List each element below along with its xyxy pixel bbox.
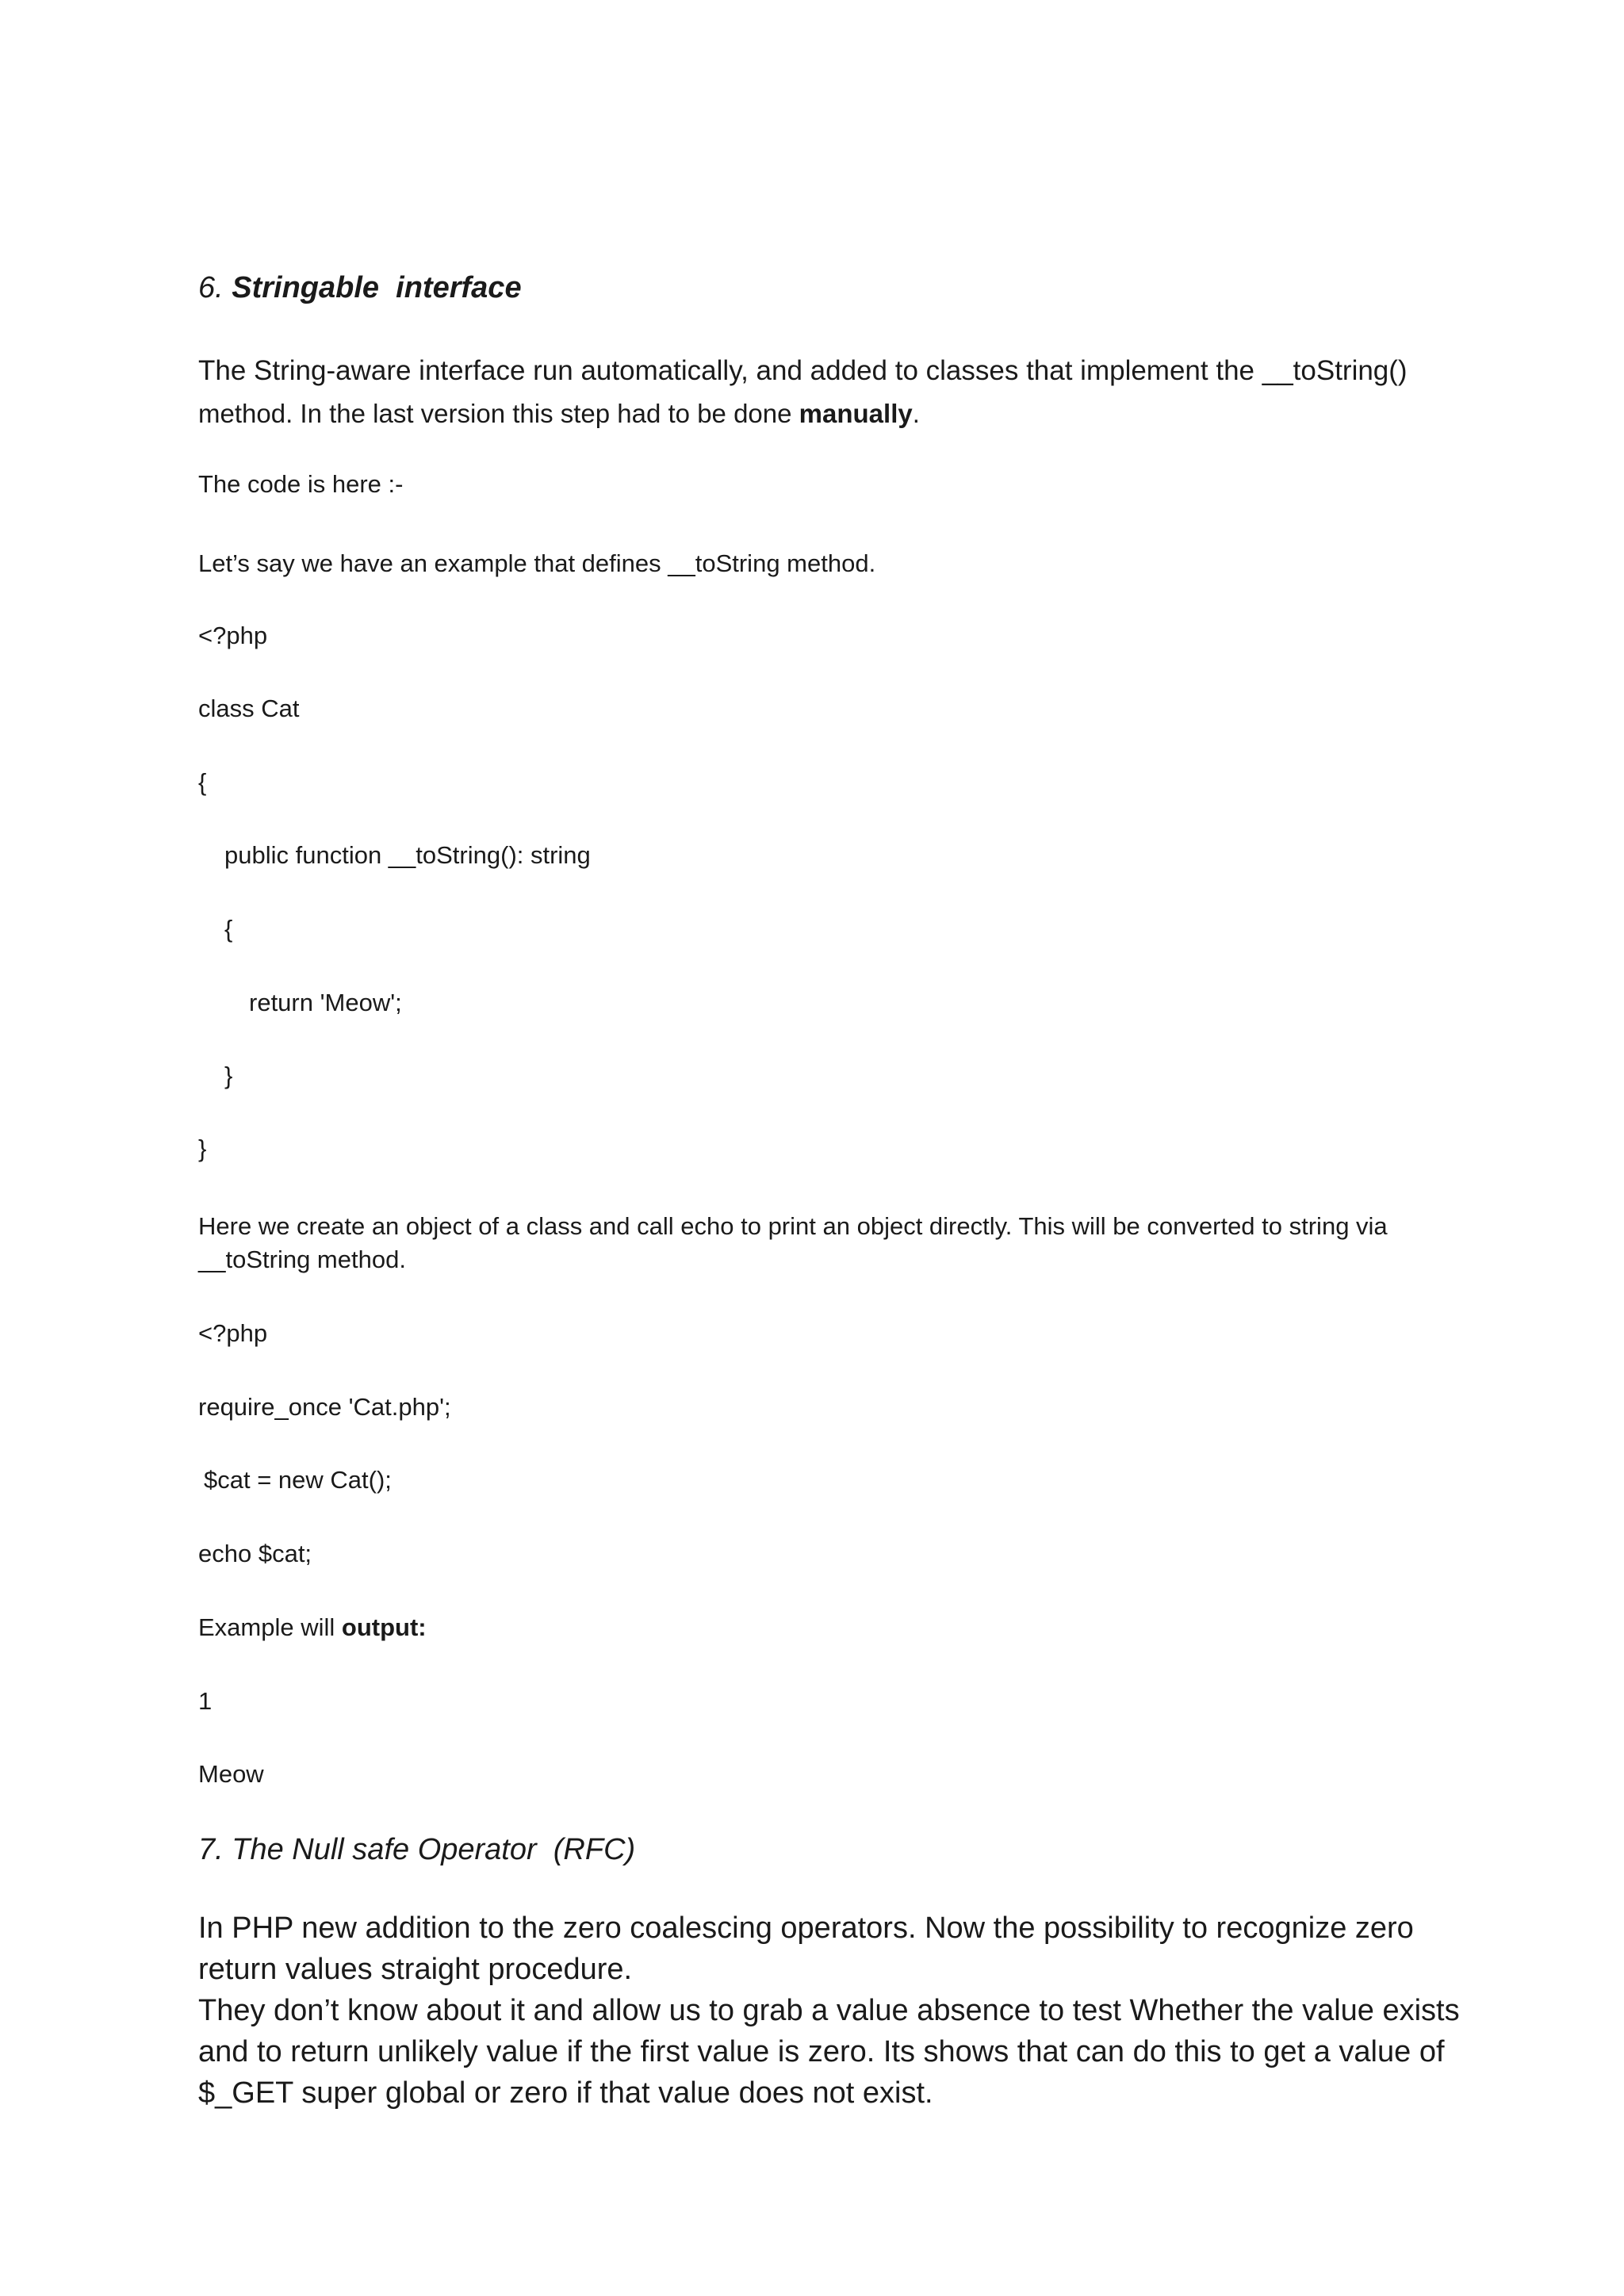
code1-line: public function __toString(): string <box>224 841 591 869</box>
manually-emphasis: manually <box>799 399 913 428</box>
code1-line: return 'Meow'; <box>249 989 402 1016</box>
section-7-heading: 7. The Null safe Operator (RFC) <box>198 1833 636 1866</box>
output-line: 1 <box>198 1687 213 1715</box>
code2-line: $cat = new Cat(); <box>204 1466 392 1494</box>
intro-line-2: method. In the last version this step had to be done manually. <box>198 399 920 428</box>
code1-line: } <box>198 1135 207 1162</box>
code1-line: <?php <box>198 622 268 649</box>
output-label: Example will output: <box>198 1613 427 1641</box>
example-intro: Let’s say we have an example that defines __toString method. <box>198 549 876 577</box>
section-6-number: 6. <box>198 271 232 304</box>
section-7-paragraph-2: They don’t know about it and allow us to grab a value absence to test Whether the value exists and to return unlikely value if the first value is zero. Its shows that can do this to get a value of $_GET super global or zero if that value does not exist. <box>198 1994 1460 2110</box>
code2-line: <?php <box>198 1319 268 1347</box>
output-line: Meow <box>198 1760 264 1788</box>
code1-line: class Cat <box>198 695 300 722</box>
intro-line-1: The String-aware interface run automatically, and added to classes that implement the __toString() <box>198 355 1408 386</box>
section-6-title: Stringable interface <box>232 271 522 304</box>
explanation-paragraph: Here we create an object of a class and call echo to print an object directly. This will be converted to string via __toString method. <box>198 1212 1388 1273</box>
section-6-heading <box>198 270 522 306</box>
code1-line: } <box>224 1062 233 1089</box>
section-7-paragraph-1: In PHP new addition to the zero coalescing operators. Now the possibility to recognize zero return values straight procedure. <box>198 1911 1414 1986</box>
code1-line: { <box>198 768 207 796</box>
code2-line: echo $cat; <box>198 1540 312 1567</box>
code2-line: require_once 'Cat.php'; <box>198 1393 451 1421</box>
code1-line: { <box>224 915 233 943</box>
output-emphasis: output: <box>341 1613 427 1641</box>
code-is-here-label: The code is here :- <box>198 470 404 498</box>
